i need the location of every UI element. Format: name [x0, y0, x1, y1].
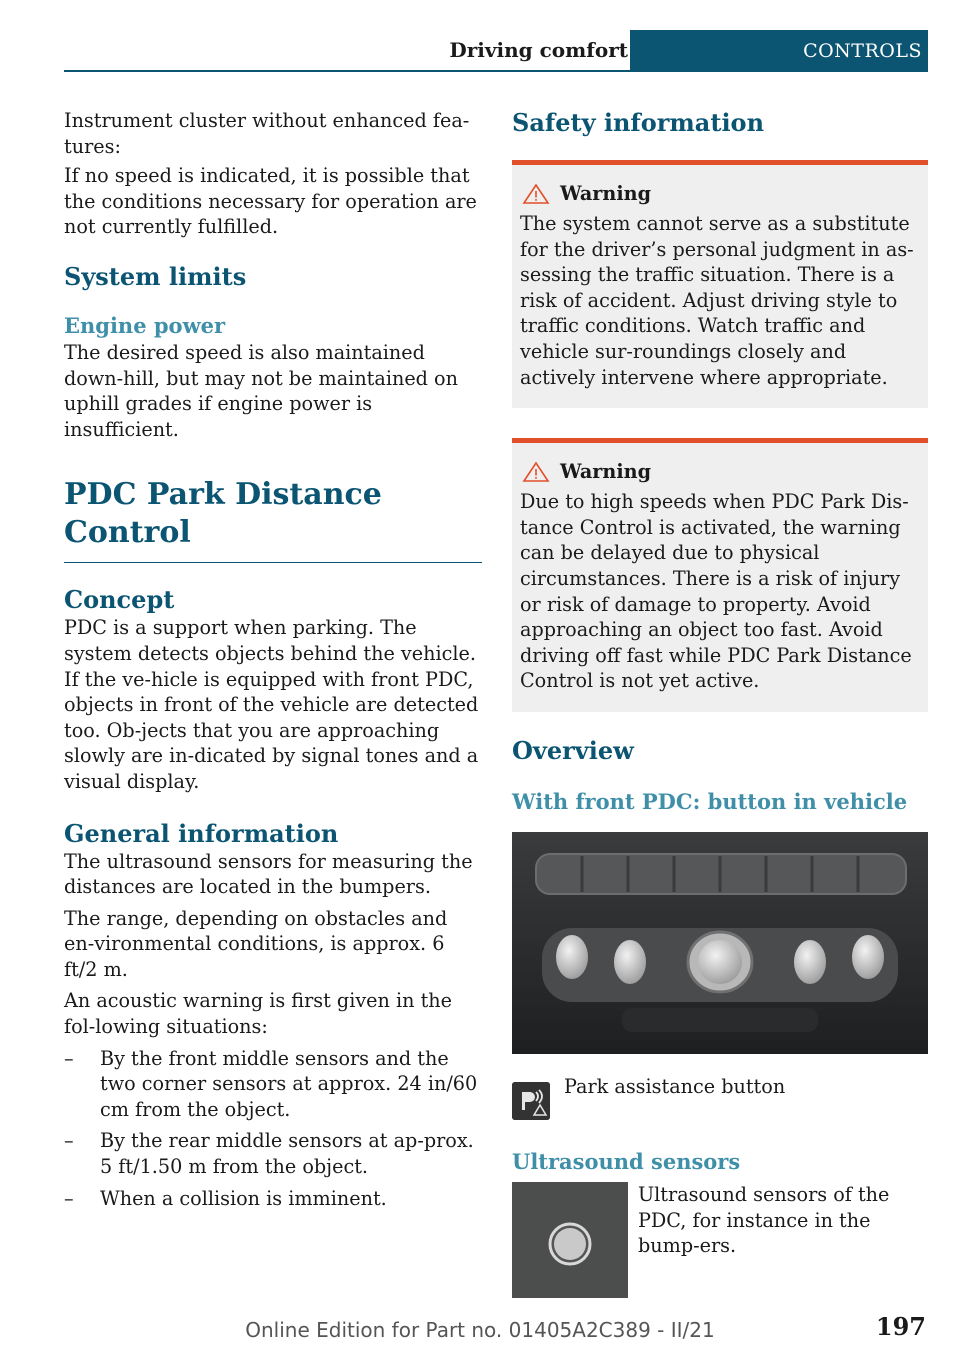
park-assistance-button-label: Park assistance button [564, 1074, 786, 1098]
intro-paragraph-1: Instrument cluster without enhanced fea-tures: [64, 109, 470, 158]
safety-information-heading: Safety information [512, 108, 765, 137]
footer-edition: Online Edition for Part no. 01405A2C389 - II/21 [245, 1318, 715, 1342]
pdc-heading: PDC Park Distance Control [64, 477, 382, 551]
warning-text-1: The system cannot serve as a substitute for the driver’s personal judgment in as-sessing the traffic situation. There is a risk of accident. Adjust driving style to traffic conditions. Watch traffic and vehicle sur-roundings closely and actively intervene where appropriate. [520, 212, 914, 389]
warning-text-2: Due to high speeds when PDC Park Dis-tance Control is activated, the warning can be delayed due to physical circumstances. There is a risk of injury or risk of damage to property. Avoid approaching an object too fast. Avoid driving off fast while PDC Park Distance Control is not yet active. [520, 490, 912, 693]
left-column [64, 108, 482, 1217]
general-information-heading: General information [64, 818, 339, 848]
warning-title-row [520, 459, 920, 485]
ultrasound-sensor-photo [512, 1182, 628, 1298]
warning-title: Warning [560, 182, 652, 205]
pdc-heading-rule [64, 562, 482, 563]
header-chapter-tab: CONTROLS [630, 30, 928, 72]
list-item-text: By the front middle sensors and the two corner sensors at approx. 24 in/60 cm from the object. [100, 1046, 478, 1121]
warning-box-2 [512, 438, 928, 712]
overview-heading: Overview [512, 735, 634, 765]
list-item [64, 1186, 482, 1212]
list-item-text: When a collision is imminent. [100, 1186, 387, 1210]
dash-bullet: – [64, 1129, 74, 1153]
park-assistance-caption [512, 1074, 928, 1120]
front-pdc-heading: With front PDC: button in vehicle [512, 788, 908, 814]
park-assistance-icon [512, 1082, 550, 1120]
ultrasound-sensors-heading: Ultrasound sensors [512, 1148, 741, 1174]
engine-power-text: The desired speed is also maintained down-hill, but may not be maintained on uphill grades if engine power is insufficient. [64, 340, 458, 441]
engine-power-heading: Engine power [64, 312, 226, 338]
list-item-text: By the rear middle sensors at ap-prox. 5 ft/1.50 m from the object. [100, 1129, 474, 1179]
warning-title: Warning [560, 460, 652, 484]
ultrasound-sensors-text: Ultrasound sensors of the PDC, for instance in the bump-ers. [638, 1182, 890, 1258]
warning-box-1 [512, 160, 928, 408]
ultrasound-sensor-block [512, 1182, 928, 1298]
general-paragraph-2: The range, depending on obstacles and en-vironmental conditions, is approx. 6 ft/2 m. [64, 906, 448, 981]
dashboard-switches-photo [512, 832, 928, 1054]
header-section-title: Driving comfort [449, 38, 628, 62]
concept-text: PDC is a support when parking. The system detects objects behind the vehicle. If the ve-hicle is equipped with front PDC, objects in front of the vehicle are detected too. Ob-jects that you are approaching slowly are in-dicated by signal tones and a visual display. [64, 616, 479, 793]
list-item [64, 1046, 482, 1123]
right-column [512, 108, 928, 1298]
warning-triangle-icon [520, 182, 560, 206]
system-limits-heading: System limits [64, 261, 247, 291]
page-number: 197 [875, 1312, 926, 1341]
warning-triangle-icon [520, 460, 560, 484]
dash-bullet: – [64, 1046, 74, 1070]
acoustic-warning-list [64, 1046, 482, 1212]
dash-bullet: – [64, 1186, 74, 1210]
header-rule [64, 70, 928, 72]
list-item [64, 1128, 482, 1179]
warning-title-row [520, 181, 920, 207]
intro-paragraph-2: If no speed is indicated, it is possible that the conditions necessary for operation are not currently fulfilled. [64, 164, 477, 239]
general-paragraph-3: An acoustic warning is first given in the fol-lowing situations: [64, 989, 453, 1039]
general-paragraph-1: The ultrasound sensors for measuring the distances are located in the bumpers. [64, 849, 473, 899]
concept-heading: Concept [64, 585, 175, 615]
